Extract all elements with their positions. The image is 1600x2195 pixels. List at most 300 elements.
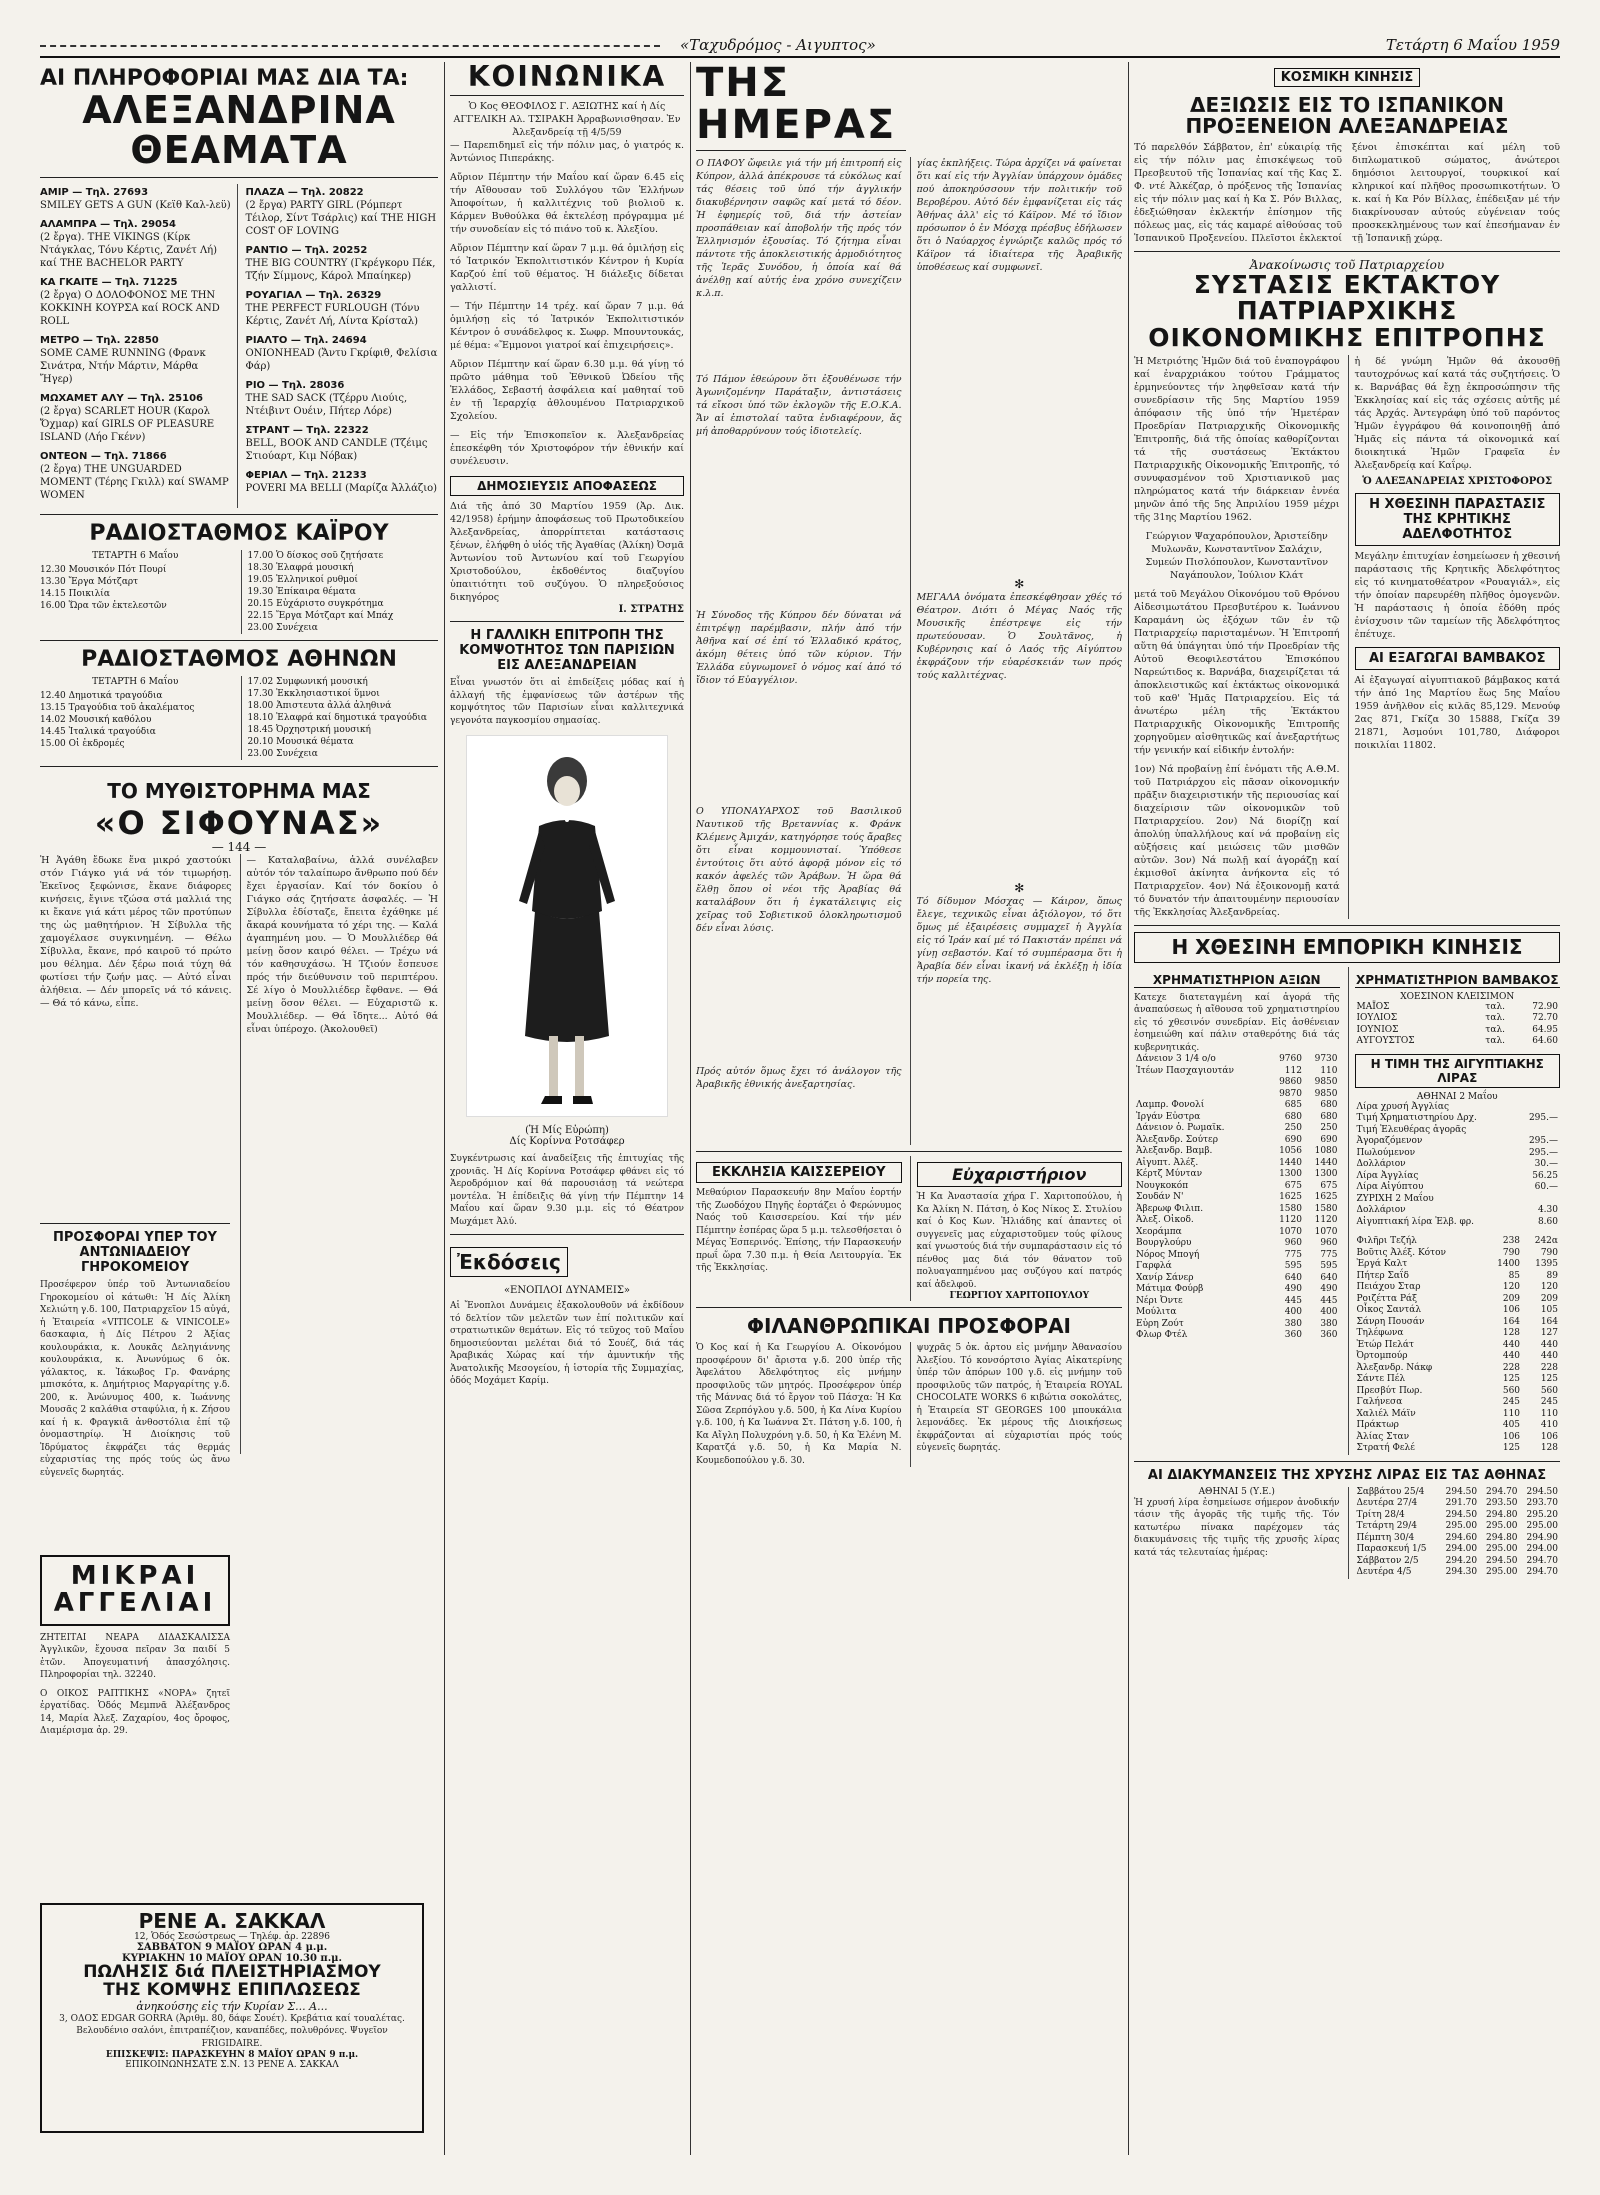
- table-cell: ταλ.: [1485, 1001, 1506, 1012]
- pound-title: Η ΤΙΜΗ ΤΗΣ ΑΙΓΥΠΤΙΑΚΗΣ ΛΙΡΑΣ: [1355, 1054, 1561, 1088]
- table-cell: ταλ.: [1485, 1013, 1506, 1024]
- gold-right: [1348, 1487, 1561, 1579]
- stock-row: [1134, 1307, 1340, 1319]
- table-cell: 294.80: [1486, 1509, 1518, 1520]
- column-divider: [690, 62, 691, 2155]
- table-cell: 9760: [1279, 1054, 1302, 1065]
- table-cell: 245: [1540, 1397, 1558, 1408]
- patriarchate-text: μετά τοῦ Μεγάλου Οἰκονόμου τοῦ Θρόνου Αἰδεσιμωτάτου Πρεσβυτέρου κ. Ἰωάννου Καραμάνη ὡς ἐξόχων τῶν ἐν τῷ Πατριαρχείῳ παρισταμένων. Ἡ Ἐπιτροπή αὕτη θά ὑπάγηται ὑπό τήν Προεδρίαν τῆς Αὐτοῦ Θεοφιλεστάτου Ἐπισκόπου Ναρεώτιδος κ. Βαρνάβα, διαχειρίζεται τά ἀποκλειστικῶς καί ἐκτάκτως οἰκονομικά τοῦ καθ' Ἡμᾶς Πατριαρχείου. Εἰς τά ἀνωτέρω μέλη τῆς Ἐκτάκτου Πατριαρχικῆς Οἰκονομικῆς Ἐπιτροπῆς χορηγοῦμεν αἰσθητικῶς καί ἀνεξαρτήτως τήν γενικήν καί εἰδικήν ἐντολήν:: [1134, 588, 1340, 756]
- stock-row: [1134, 1158, 1340, 1170]
- stock-exchange-title: ΧΡΗΜΑΤΙΣΤΗΡΙΟΝ ΑΞΙΩΝ: [1134, 973, 1340, 988]
- patriarchate-mandates: 1ον) Νά προβαίνῃ ἐπί ἐνόματι τῆς Α.Θ.Μ. τοῦ Πατριάρχου εἰς πᾶσαν οἰκονομικήν πρᾶξιν διαχειριστικήν τῆς περιουσίας καί διαχείρισιν τῶν οἰκονομικῶν τοῦ Πατριαρχείου. 2ον) Νά διορίζῃ καί ἀπολύῃ ὑπαλλήλους καί νά προβαίνῃ εἰς αὐξήσεις καί μειώσεις τῶν μισθῶν αὐτῶν. 3ον) Νά πωλῇ καί ἀγοράζῃ καί ἐκμισθοῖ ἀκίνητα ἀνήκοντα εἰς τό Πατριαρχεῖον. 4ον) Νά ἐξοικονομῇ κατά τό δυνατόν τήν ἀπαιτουμένην περιουσίαν τῆς Ἐκκλησίας Ἀλεξανδρείας.: [1134, 763, 1340, 918]
- table-cell: 120: [1540, 1282, 1558, 1293]
- goods-row: [1355, 1340, 1561, 1352]
- cinema-entry: [246, 244, 439, 283]
- pound-row: [1355, 1148, 1561, 1160]
- radio-slot: 17.02 Συμφωνική μουσική: [247, 676, 368, 687]
- table-cell: Νόρος Μπογή: [1136, 1249, 1200, 1260]
- table-cell: [1517, 1125, 1560, 1137]
- table-cell: 595: [1284, 1261, 1302, 1272]
- table-cell: Πειάχου Σταρ: [1356, 1282, 1421, 1293]
- table-cell: 675: [1320, 1180, 1338, 1191]
- table-cell: Ἀγοραζόμενον: [1356, 1136, 1423, 1147]
- table-cell: 209: [1540, 1293, 1558, 1304]
- market-body: [1134, 967, 1560, 1455]
- table-cell: 1070: [1314, 1226, 1338, 1237]
- cotton-exports-title: ΑΙ ΕΞΑΓΩΓΑΙ ΒΑΜΒΑΚΟΣ: [1355, 647, 1561, 670]
- court-notice-signature: Ι. ΣΤΡΑΤΗΣ: [618, 604, 684, 616]
- charity-offers-body: [696, 1342, 1122, 1467]
- divider: [40, 177, 438, 178]
- table-cell: 1440: [1314, 1157, 1338, 1168]
- table-cell: 690: [1320, 1134, 1338, 1145]
- table-cell: Βουργλούρυ: [1136, 1238, 1192, 1249]
- novel-kicker: ΤΟ ΜΥΘΙΣΤΟΡΗΜΑ ΜΑΣ: [107, 778, 371, 803]
- table-cell: Ἰργάν Εὐστρα: [1136, 1111, 1201, 1122]
- divider: [40, 766, 438, 767]
- table-cell: Πρεσβύτ Πωρ.: [1356, 1385, 1423, 1396]
- stock-exchange-text: Κατεχε διατεταγμένη καί ἀγορά τῆς ἀναπαύσεως ἡ αἴθουσα τοῦ χρηματιστηρίου εἰς τό χθεσινόν συνεδρίαν. Εἰς ἀσθένειαν ἐσημειώθη καί πάλιν σταθερότης διά τάς κυβερνητικάς.: [1134, 992, 1340, 1053]
- radio-day: ΤΕΤΑΡΤΗ 6 Μαΐου: [92, 550, 179, 561]
- table-cell: 128: [1502, 1328, 1521, 1339]
- radio-slot: 23.00 Συνέχεια: [247, 748, 318, 759]
- stock-row: [1134, 1054, 1340, 1066]
- commentary: γίας ἐκπλήξεις. Τώρα ἀρχίζει νά φαίνεται ὅτι καί εἰς τήν Ἀγγλίαν ὑπάρχουν ὁμάδες πού ἀποκηρύσσουν τήν πολιτικήν τοῦ Βεροβέρου. Αὐτό δέν ἐμφανίζεται εἰς τάς Ἀθήνας ἀλλ' εἰς τό Κάϊρον. Μέ τό ἴδιον πρόσωπον ὁ ἐν Μόσχᾳ πρέσβυς ἐδήλωσεν ὅτι ὁ Ναύαρχος ἐγνώριζε καλῶς πρός τό Κάϊρον τά ἰδιαίτερα τῆς Ἀραβικῆς ὑποθέσεως καί συμφωνεῖ.: [916, 158, 1122, 273]
- classified-ad: ΖΗΤΕΙΤΑΙ ΝΕΑΡΑ ΔΙΔΑΣΚΑΛΙΣΣΑ Ἀγγλικῶν, ἔχουσα πεῖραν 3α παιδί 5 ἐτῶν. Ἀπογευματινή ἀπασχόλησις. Πληροφορίαι τηλ. 32240.: [40, 1632, 230, 1681]
- stock-row: [1134, 1181, 1340, 1193]
- stock-row: [1134, 1100, 1340, 1112]
- of-the-day-right: [910, 157, 1123, 1145]
- table-cell: Μάτιμα Φούρβ: [1136, 1284, 1204, 1295]
- table-cell: 294.00: [1445, 1544, 1478, 1555]
- table-cell: Τηλέφωνα: [1356, 1328, 1404, 1339]
- table-cell: 294.50: [1445, 1509, 1478, 1520]
- gold-row: [1355, 1544, 1561, 1556]
- table-cell: 85: [1508, 1270, 1521, 1281]
- table-cell: 295.00: [1445, 1521, 1478, 1532]
- table-cell: 595: [1320, 1261, 1338, 1272]
- goods-row: [1355, 1248, 1561, 1260]
- gold-title: ΑΙ ΔΙΑΚΥΜΑΝΣΕΙΣ ΤΗΣ ΧΡΥΣΗΣ ΛΙΡΑΣ ΕΙΣ ΤΑΣ ΑΘΗΝΑΣ: [1147, 1467, 1547, 1483]
- pound-table: [1355, 1102, 1561, 1229]
- table-cell: 294.70: [1486, 1486, 1518, 1497]
- radio-slot: 13.30 Ἔργα Μότζαρτ: [40, 576, 139, 587]
- table-cell: Εὐρη Ζούτ: [1136, 1318, 1184, 1329]
- cinema-entry: [40, 450, 233, 502]
- stock-row: [1134, 1227, 1340, 1239]
- thanks-signature: ΓΕΩΡΓΙΟΥ ΧΑΡΙΤΟΠΟΥΛΟΥ: [949, 1291, 1090, 1301]
- committee-members: Γεώργιον Ψαχαρόπουλον, Ἀριστείδην Μυλωνᾶν, Κωνσταντῖνον Σαλάχιν, Συμεών Πισλόπουλον, Κωνσταντῖνον Ναγάπουλον, Ἰούλιον Κλάτ: [1145, 530, 1328, 581]
- goods-row: [1355, 1317, 1561, 1329]
- cinema-list-right: [246, 184, 439, 508]
- table-cell: 680: [1320, 1100, 1338, 1111]
- novel-text: — Καταλαβαίνω, ἀλλά συνέλαβεν αὐτόν τόν ταλαίπωρο ἄνθρωπο πού δέν ἔχει ἐργασίαν. Καί τόν δοκίου ὁ Γιάγκο σάς ζητήσατε ἀσφαλές. — Ἡ Σίβυλλα ἐδίσταζε, ἔπειτα ἐχάθηκε μέ ἄκαρά κουνήματα τό χέρι της. — Καλά ἀγαπημένη μου. — Ὁ Μουλλιέδερ θά μείνῃ ὅσον καιρό θέλει. — Τρέχω νά τόν καθησυχάσω. Ἡ Τζιούν ἔσπευσε πρός τήν διεύθυνσιν τοῦ περιπτέρου. Σέ λίγο ὁ Μουλλιέδερ ἔφθανε. — Θά μείνῃ ὅσον θέλει. — Εὐχαριστῶ κ. Μουλλιέδερ. — Θά ἴδητε... Αὐτό θά εἶναι ὑπέροχο. (Ἀκολουθεῖ): [240, 854, 439, 1454]
- auction-contact: ΕΠΙΚΟΙΝΩΝΗΣΑΤΕ Σ.Ν. 13 ΡΕΝΕ Α. ΣΑΚΚΑΛ: [125, 2060, 339, 2071]
- table-cell: Αἰγυπτ. Ἀλέξ.: [1136, 1157, 1199, 1168]
- stock-row: [1134, 1112, 1340, 1124]
- goods-row: [1355, 1420, 1561, 1432]
- table-cell: Τετάρτη 29/4: [1356, 1521, 1417, 1532]
- commentary: Ἡ Σύνοδος τῆς Κύπρου δέν δύναται νά ἐπιτρέψῃ παρέμβασιν, πλήν ἀπό τήν Ἀθῆνα καί σέ ἐπί τό Ἑλλαδικό κράτος, ἀκόμη θέτεις ὑπό τῶν κύριον. Τήν Ἑλλάδα εὐγνωμονεῖ ὁ νόμος καί ἀπό τό ἴδιον τό Εὐαγγέλιον.: [696, 610, 902, 686]
- charity-title: ΑΝΤΩΝΙΑΔΕΙΟΥ ΓΗΡΟΚΟΜΕΙΟΥ: [79, 1245, 191, 1275]
- table-cell: 105: [1540, 1305, 1558, 1316]
- cinema-list-left: [40, 184, 238, 508]
- stock-row: [1134, 1123, 1340, 1135]
- table-cell: Τιμή Χρηματιστηρίου Δρχ.: [1356, 1113, 1477, 1124]
- table-cell: Ροιζέττα Ράξ: [1356, 1293, 1418, 1304]
- radio-slot: 18.30 Ἑλαφρά μουσική: [247, 562, 354, 573]
- table-cell: 250: [1320, 1123, 1338, 1134]
- table-cell: Πωλούμενον: [1356, 1147, 1416, 1158]
- table-cell: Σαββάτου 25/4: [1356, 1486, 1425, 1497]
- of-the-day-body: [696, 157, 1122, 1145]
- pound-row: [1355, 1205, 1561, 1217]
- table-cell: 72.70: [1532, 1013, 1558, 1024]
- table-cell: Δάνειον ὁ. Ρωμαϊκ.: [1136, 1123, 1225, 1134]
- cinema-film: POVERI MA BELLI (Μαρίζα Ἀλλάζιο): [245, 482, 438, 494]
- table-cell: ΙΟΥΛΙΟΣ: [1356, 1013, 1398, 1024]
- table-cell: Σάββατον 2/5: [1356, 1555, 1419, 1566]
- table-cell: Τιμή Ἐλευθέρας ἀγορᾶς: [1356, 1124, 1467, 1135]
- table-cell: 294.70: [1526, 1555, 1558, 1566]
- publications-text: Αἱ Ἔνοπλοι Δυνάμεις ἐξακολουθοῦν νά ἐκδίδουν τό δελτίον τῶν μελετῶν των ἐπί πολιτικῶν καί στρατιωτικῶν θεμάτων. Εἰς τό τεῦχος τοῦ Μαΐου δημοσιεύονται μελέται διά τό Σουέζ, διά τάς Ἀραβικάς Χώρας καί τήν ἀμυντικήν τῆς Ἀνατολικῆς Μεσογείου, ἡ ἱστορία τῆς Συμμαχίας, ὁδός Μοχάμετ Καρίμ.: [450, 1301, 684, 1387]
- stock-row: [1134, 1077, 1340, 1089]
- table-cell: 640: [1284, 1272, 1302, 1283]
- radio-slot: 19.30 Ἐπίκαιρα θέματα: [247, 586, 356, 597]
- divider: [1134, 925, 1560, 926]
- goods-row: [1355, 1328, 1561, 1340]
- gold-row: [1355, 1567, 1561, 1579]
- divider: [1134, 1461, 1560, 1462]
- table-cell: Λίρα χρυσή Ἀγγλίας: [1356, 1101, 1449, 1112]
- auction-date: ΚΥΡΙΑΚΗΝ 10 ΜΑΪΟΥ ΩΡΑΝ 10.30 π.μ.: [122, 1953, 342, 1964]
- gold-table-body: [1355, 1487, 1561, 1579]
- table-cell: 250: [1284, 1123, 1302, 1134]
- table-cell: ταλ.: [1485, 1036, 1506, 1047]
- table-cell: 1440: [1279, 1157, 1302, 1168]
- novel-number: — 144 —: [211, 840, 267, 855]
- table-cell: 294.50: [1486, 1555, 1518, 1566]
- table-cell: 1580: [1314, 1203, 1338, 1214]
- table-cell: 400: [1320, 1307, 1338, 1318]
- church-notice: [696, 1156, 902, 1301]
- cinema-name: ΠΛΑΖΑ — Τηλ. 20822: [245, 186, 364, 198]
- cinema-entry: [40, 392, 233, 444]
- table-cell: Στρατή Φελέ: [1356, 1443, 1415, 1454]
- auction-date: ΣΑΒΒΑΤΟΝ 9 ΜΑΪΟΥ ΩΡΑΝ 4 μ.μ.: [136, 1942, 328, 1953]
- table-cell: 295.00: [1486, 1567, 1518, 1578]
- table-cell: 294.70: [1526, 1567, 1558, 1578]
- table-cell: 9730: [1314, 1054, 1338, 1065]
- table-cell: Φλωρ Φτέλ: [1136, 1330, 1188, 1341]
- gold-row: [1355, 1487, 1561, 1499]
- society-item: Αὔριον Πέμπτην καί ὥραν 7 μ.μ. θά ὁμιλήσῃ εἰς τό Ἰατρικόν Ἐκπολιτιστικόν Κέντρον ἡ Κυρία Καρζού ἐπί τοῦ θέματος. Ἡ διάλεξις δίδεται γαλλιστί.: [450, 243, 684, 294]
- cinema-entry: [40, 186, 233, 212]
- pound-row: [1355, 1182, 1561, 1194]
- table-cell: [1134, 1077, 1268, 1089]
- cinema-name: ΑΛΑΜΠΡΑ — Τηλ. 29054: [40, 218, 176, 230]
- gold-left: [1134, 1487, 1340, 1579]
- fashion-text: Συγκέντρωσις καί ἀναδείξεις τῆς ἐπιτυχίας τῆς χρονιᾶς. Ἡ Δίς Κορίννα Ροτσάφερ φθάνει εἰς τό Ἀεροδρόμιον καί θά παρουσιάσῃ τά νεώτερα μοντέλα. Ἡ ἐπίδειξις θά γίνῃ τήν Πέμπτην 14 Μαΐου καί ὥραν 9.30 μ.μ. εἰς τό Θέατρον Μωχάμετ Ἀλύ.: [450, 1154, 684, 1227]
- table-cell: Σουδάν Ν': [1136, 1192, 1184, 1203]
- table-cell: 9850: [1314, 1088, 1338, 1099]
- stock-row: [1134, 1238, 1340, 1250]
- stock-row: [1134, 1215, 1340, 1227]
- cinema-entry: [40, 276, 233, 328]
- charity-offers-text: Ὁ Κος καί ἡ Κα Γεωργίου Α. Οἰκονόμου προσφέρουν δι' ἄριστα γ.δ. 200 ὑπέρ τῆς Ἀφελάτου Ἀδελφότητος εἰς μνήμην προσφιλοῦς τῶν μητρός. Προσέφερον ὑπέρ τῆς Μάννας διά τό ἔργον τοῦ Πάσχα: Ἡ Κα Σῶσα Ζερπόγλου γ.δ. 500, ἡ Κα Λίνα Κυρίου γ.δ. 100, ἡ Κα Ἰωάννα Στ. Πάτση γ.δ. 100, ἡ Κα Αἴγλη Πολυχρόνη γ.δ. 50, ἡ Κα Ἑλένη Μ. Καρατζά γ.δ. 50, ἡ Κα Μαρία Ν. Κουμεδοπούλου γ.δ. 30.: [696, 1343, 902, 1466]
- table-cell: Πήτερ Σαΐδ: [1356, 1270, 1409, 1281]
- cinema-name: ΡΙΑΛΤΟ — Τηλ. 24694: [245, 334, 367, 346]
- table-cell: Γαρφλά: [1136, 1261, 1172, 1272]
- table-cell: 72.90: [1532, 1001, 1558, 1012]
- goods-row: [1355, 1374, 1561, 1386]
- table-cell: 8.60: [1537, 1216, 1558, 1227]
- table-cell: 360: [1284, 1330, 1302, 1341]
- table-cell: 1120: [1279, 1215, 1302, 1226]
- auction-headline: ΤΗΣ ΚΟΜΨΗΣ ΕΠΙΠΛΩΣΕΩΣ: [103, 1979, 361, 2000]
- cotton-table-body: [1355, 1002, 1561, 1048]
- stock-row: [1134, 1204, 1340, 1216]
- table-cell: ΖΥΡΙΧΗ 2 Μαΐου: [1356, 1193, 1434, 1204]
- table-cell: 400: [1284, 1307, 1302, 1318]
- cinema-film: (2 ἔργα) Ο ΔΟΛΟΦΟΝΟΣ ΜΕ ΤΗΝ ΚΟΚΚΙΝΗ ΚΟΥΡΣΑ καί ROCK AND ROLL: [40, 289, 220, 327]
- table-cell: ΑΥΓΟΥΣΤΟΣ: [1356, 1036, 1415, 1047]
- separator-star-icon: ✻: [1014, 881, 1025, 895]
- table-cell: ΜΑΪΟΣ: [1356, 1001, 1390, 1012]
- stock-row: [1134, 1089, 1340, 1101]
- table-cell: Δευτέρα 27/4: [1356, 1498, 1418, 1509]
- radio-slot: 12.30 Μουσικόν Πότ Πουρί: [40, 564, 167, 575]
- cinema-name: ΡΑΝΤΙΟ — Τηλ. 20252: [245, 244, 368, 256]
- radio-slot: 20.15 Εὐχάριστο συγκρότημα: [247, 598, 384, 609]
- cinema-name: ΦΕΡΙΑΛ — Τηλ. 21233: [245, 469, 367, 481]
- cotton-exports-text: Αἱ ἐξαγωγαί αἰγυπτιακοῦ βάμβακος κατά τήν ἀπό 1ης Μαρτίου ἕως 5ης Μαΐου 1959 ἀνῆλθον εἰς κιλᾶς 85,129. Μενούφ 2ας 871, Γκίζα 30 15888, Γκίζα 39 21871, Ἀσμούνι 101,780, Διάφοροι ποικιλίαι 11802.: [1354, 674, 1560, 751]
- cinema-film: SMILEY GETS A GUN (Κεϊθ Καλ-λεϋ): [40, 199, 231, 211]
- table-cell: Δολλάριον: [1356, 1159, 1406, 1170]
- cinema-film: (2 ἔργα). THE VIKINGS (Κίρκ Ντάγκλας, Τόνυ Κέρτις, Ζανέτ Λή) καί THE BACHELOR PARTY: [40, 231, 218, 269]
- table-cell: 790: [1502, 1247, 1521, 1258]
- goods-row: [1355, 1397, 1561, 1409]
- radio-slot: 14.45 Ἰταλικά τραγούδια: [40, 726, 156, 737]
- charity-offers-title: ΦΙΛΑΝΘΡΩΠΙΚΑΙ ΠΡΟΣΦΟΡΑΙ: [746, 1314, 1071, 1338]
- table-cell: 112: [1284, 1065, 1302, 1076]
- fashion-title: ΕΙΣ ΑΛΕΞΑΝΔΡΕΙΑΝ: [497, 658, 637, 674]
- stock-row: [1134, 1284, 1340, 1296]
- table-cell: 1080: [1314, 1146, 1338, 1157]
- radio-athens-left: [40, 676, 231, 760]
- goods-row: [1355, 1443, 1561, 1455]
- cotton-row: [1355, 1002, 1561, 1014]
- goods-row: [1355, 1386, 1561, 1398]
- cinema-name: ΡΙΟ — Τηλ. 28036: [245, 379, 345, 391]
- stock-row: [1134, 1273, 1340, 1285]
- table-cell: Ἐτώρ Πελάτ: [1356, 1339, 1414, 1350]
- table-cell: 89: [1546, 1270, 1558, 1281]
- cinema-film: THE SAD SACK (Τζέρρυ Λιούις, Ντέιβιντ Ουέιν, Πήτερ Λόρε): [245, 392, 408, 417]
- classified-ad: Ο ΟΙΚΟΣ ΡΑΠΤΙΚΗΣ «ΝΟΡΑ» ζητεῖ ἐργατίδας. Ὁδός Μεμπνᾶ Ἀλέξανδρος 14, Μαρία Ἀλεξ. Ζαχαρίου, 4ος ὄροφος, Διαμέρισμα ἀρ. 29.: [40, 1688, 230, 1737]
- radio-cairo-title: ΡΑΔΙΟΣΤΑΘΜΟΣ ΚΑΪΡΟΥ: [89, 520, 389, 546]
- gold-dateline: ΑΘΗΝΑΙ 5 (Υ.Ε.): [1198, 1486, 1275, 1497]
- cinema-film: ONIONHEAD (Ἄντυ Γκρίφιθ, Φελίσια Φάρ): [245, 347, 438, 372]
- charity-title: ΠΡΟΣΦΟΡΑΙ ΥΠΕΡ ΤΟΥ: [53, 1230, 217, 1245]
- cinema-film: BELL, BOOK AND CANDLE (Τζέιμς Στιούαρτ, Κιμ Νόβακ): [245, 437, 428, 462]
- table-cell: 294.30: [1445, 1567, 1478, 1578]
- society-item: Αὔριον Πέμπτην τήν Μαΐου καί ὥραν 6.45 εἰς τήν Αἴθουσαν τοῦ Συλλόγου τῶν Ἑλλήνων Ἀποφοίτων, ἡ καλλιτέχνις τοῦ βιολιοῦ κ. Κάρμεν Βυθούλκα θά ἐκτελέσῃ πρόγραμμα μέ τήν συνοδείαν εἰς τό πιάνο τοῦ κ. Ἀλεξίου.: [450, 172, 684, 236]
- table-cell: Λίρα Αἰγύπτου: [1356, 1182, 1424, 1193]
- radio-slot: 16.00 Ὥρα τῶν ἐκτελεστῶν: [40, 600, 167, 611]
- society-item: — Παρεπιδημεῖ εἰς τήν πόλιν μας, ὁ γιατρός κ. Ἀντώνιος Πιπεράκης.: [450, 140, 684, 165]
- pound-row: [1355, 1159, 1561, 1171]
- gold-row: [1355, 1498, 1561, 1510]
- radio-slot: 15.00 Οἱ ἐκδρομές: [40, 738, 125, 749]
- table-cell: 1300: [1314, 1169, 1338, 1180]
- auction-ad: [40, 1903, 424, 2133]
- stock-row: [1134, 1250, 1340, 1262]
- gold-table: [1355, 1487, 1561, 1579]
- table-cell: Ἰτέων Πασχαγιουτάν: [1136, 1065, 1234, 1076]
- goods-row: [1355, 1351, 1561, 1363]
- cinema-entry: [246, 334, 439, 373]
- cinema-listings: [40, 184, 438, 508]
- auctioneer-address: 12, Ὁδός Σεσώστρεως — Τηλέφ. ἀρ. 22896: [134, 1932, 330, 1942]
- table-cell: 294.90: [1526, 1532, 1558, 1543]
- table-cell: 128: [1540, 1443, 1558, 1454]
- table-cell: 295.20: [1526, 1509, 1558, 1520]
- table-cell: 291.70: [1445, 1498, 1478, 1509]
- cinema-entry: [246, 186, 439, 238]
- radio-slot: 17.00 Ὁ δίσκος σοῦ ζητήσατε: [247, 550, 384, 561]
- table-cell: Ἀλεξανδρ. Σούτερ: [1136, 1134, 1218, 1145]
- table-cell: 960: [1284, 1238, 1302, 1249]
- table-cell: 490: [1320, 1284, 1338, 1295]
- of-the-day-title: ΤΗΣ ΗΜΕΡΑΣ: [696, 62, 906, 151]
- charity-text: Προσέφερον ὑπέρ τοῦ Ἀντωνιαδείου Γηροκομείου οἱ κάτωθι: Ἡ Δίς Ἀλίκη Χελιώτη γ.δ. 100, Πατριαρχεῖον 15 αὐγά, ἡ Ἑταιρεία «VITICOLE & VINICOLE» 6ασκαφια, ἡ Δίς Πέτρου 2 Ἀξίας κουλουράκια, κ. Λουκᾶς Δεληγιάννης κουλουράκια, κ. Ἀνωνύμως 6 ὀκ. γάλακτος, κ. Ἰάκωβος Γρ. Φανάρης μπισκότα, κ. Δημήτριος Μαργαρίτης γ.δ. 200, κ. Ἀνώνυμος 400, κ. Ἰωάννης Μουσᾶς 2 καλάθια σταφύλια, ἡ κ. Ζήσου καί ἡ κ. Φραγκιᾶ ἀνθοστόλια ἐπί τῷ ὀνομαστηρίῳ. Ἡ Διοίκησις τοῦ Ἱδρύματος ἐκφράζει τάς θερμάς εὐχαριστίας της πρός τούς ὡς ἄνω εὐγενεῖς δωρητάς.: [40, 1280, 230, 1478]
- table-cell: 293.70: [1526, 1498, 1558, 1509]
- divider: [450, 621, 684, 622]
- table-cell: 294.00: [1526, 1544, 1558, 1555]
- table-cell: 110: [1540, 1408, 1558, 1419]
- table-cell: 106: [1540, 1431, 1558, 1442]
- table-cell: 295.—: [1528, 1113, 1558, 1124]
- stock-row: [1134, 1146, 1340, 1158]
- cinema-film: SOME CAME RUNNING (Φρανκ Σινάτρα, Ντήν Μάρτιν, Μάρθα Ἤγερ): [40, 347, 206, 385]
- pound-row: [1355, 1113, 1561, 1125]
- table-cell: 445: [1284, 1295, 1302, 1306]
- table-cell: ΙΟΥΝΙΟΣ: [1356, 1024, 1399, 1035]
- fashion-title: Η ΓΑΛΛΙΚΗ ΕΠΙΤΡΟΠΗ ΤΗΣ: [470, 628, 664, 644]
- table-cell: 295.—: [1528, 1136, 1558, 1147]
- table-cell: 64.60: [1532, 1036, 1558, 1047]
- table-cell: 680: [1284, 1111, 1302, 1122]
- table-cell: Ἀβερωφ Φιλιπ.: [1136, 1203, 1204, 1214]
- table-cell: Πράκτωρ: [1356, 1420, 1399, 1431]
- cinema-name: ΟΝΤΕΟΝ — Τηλ. 71866: [40, 450, 167, 462]
- divider: [1134, 251, 1560, 252]
- stock-row: [1134, 1319, 1340, 1331]
- court-notice-title: ΔΗΜΟΣΙΕΥΣΙΣ ΑΠΟΦΑΣΕΩΣ: [450, 476, 684, 496]
- classifieds-box: [40, 1555, 230, 1626]
- table-cell: 445: [1320, 1295, 1338, 1306]
- table-cell: 127: [1540, 1328, 1558, 1339]
- radio-slot: 13.15 Τραγούδια τοῦ ἀκαλέματος: [40, 702, 195, 713]
- goods-row: [1355, 1294, 1561, 1306]
- cinema-name: ΚΑ ΓΚΑΙΤΕ — Τηλ. 71225: [40, 276, 178, 288]
- table-cell: 9850: [1314, 1077, 1338, 1088]
- table-cell: Ἀλεξανδρ. Βαμβ.: [1136, 1146, 1213, 1157]
- stock-exchange: [1134, 967, 1340, 1455]
- pound-table-body: [1355, 1102, 1561, 1229]
- cotton-row: [1355, 1013, 1561, 1025]
- table-cell: 1625: [1314, 1192, 1338, 1203]
- cinema-entry: [40, 218, 233, 270]
- cotton-exchange-title: ΧΡΗΜΑΤΙΣΤΗΡΙΟΝ ΒΑΜΒΑΚΟΣ: [1355, 972, 1559, 987]
- engagement-notice: Ὁ Κος ΘΕΟΦΙΛΟΣ Γ. ΑΞΙΩΤΗΣ καί ἡ Δίς ΑΓΓΕΛΙΚΗ Αλ. ΤΣΙΡΑΚΗ Ἀρραβωνισθησαν. Ἐν Ἀλεξανδρείᾳ τῇ 4/5/59: [453, 101, 681, 139]
- photo-caption: Δίς Κορίννα Ροτσάφερ: [509, 1136, 625, 1148]
- goods-table-body: [1355, 1236, 1561, 1455]
- masthead: [40, 36, 1560, 58]
- table-cell: 106: [1502, 1305, 1521, 1316]
- table-cell: 242α: [1534, 1236, 1558, 1247]
- table-cell: Χαλιέλ Μάϊν: [1356, 1408, 1416, 1419]
- thanks-title: Εὐχαριστήριον: [917, 1162, 1123, 1187]
- notices-row: [696, 1151, 1122, 1301]
- table-cell: Χανίρ Σάνερ: [1136, 1272, 1194, 1283]
- society-item: Αὔριον Πέμπτην καί ὥραν 6.30 μ.μ. θά γίνῃ τό πρῶτο μάθημα τοῦ Ἐθνικοῦ Ὠδείου τῆς Ἑλλάδος, Σεβαστή ἀσφάλεια καί μαθηταί τοῦ ἐν τῇ Ἱεραρχίᾳ ἀθλουμένου Πατριαρχικοῦ Σχολείου.: [450, 359, 684, 423]
- radio-slot: 17.30 Ἐκκλησιαστικοί ὕμνοι: [247, 688, 380, 699]
- table-cell: Οἶκος Σαντάλ: [1356, 1305, 1422, 1316]
- reception-title: ΔΕΞΙΩΣΙΣ ΕΙΣ ΤΟ ΙΣΠΑΝΙΚΟΝ ΠΡΟΞΕΝΕΙΟΝ ΑΛΕΞΑΝΔΡΕΙΑΣ: [1185, 93, 1509, 138]
- table-cell: Ὀρτομπούρ: [1356, 1351, 1408, 1362]
- cinema-film: (2 ἔργα) PARTY GIRL (Ρόμπερτ Τέιλορ, Σίντ Τσάρλις) καί THE HIGH COST OF LOVING: [245, 199, 437, 237]
- church-text: Μεθαύριον Παρασκευήν 8ην Μαΐου ἑορτήν τῆς Ζωοδόχου Πηγῆς ἑορτάζει ὁ Φερώνυμος Ναός τοῦ Καισσερείου. Καί τήν μέν Πέμπτην ἑσπέρας ὥρα 5 μ.μ. τελεσθήσεται ὁ Μέγας Ἑσπερινός. Ἐπίσης, τήν Παρασκευήν πρωΐ ὥρα 7.30 π.μ. ἡ Θεία Λειτουργία. Ἐκ τῆς Ἐκκλησίας.: [696, 1188, 902, 1273]
- cinema-name: ΜΩΧΑΜΕΤ ΑΛΥ — Τηλ. 25106: [40, 392, 204, 404]
- table-cell: 294.50: [1445, 1486, 1478, 1497]
- masthead-rule: [40, 45, 660, 47]
- society-item: — Τήν Πέμπτην 14 τρέχ. καί ὥραν 7 μ.μ. θά ὁμιλήσῃ εἰς τό Ἰατρικόν Ἐκπολιτιστικόν Κέντρον ὁ συνάδελφος κ. Σωφρ. Μπουντουκάς, μέ θέμα: «Ἔμμονοι γιατροί καί ἐπιχειρήσεις».: [450, 301, 684, 352]
- cinema-entry: [246, 469, 439, 495]
- cinema-entry: [246, 424, 439, 463]
- commentary: Ο ΥΠΟΝΑΥΑΡΧΟΣ τοῦ Βασιλικοῦ Ναυτικοῦ τῆς Βρεταννίας κ. Φράνκ Κλέμενς Ἀμιχάν, κατηγόρησε τούς ἄραβες ὅτι εἶναι κομμουνισταί. Ὑπόθεσε ἐντούτοις ὅτι αὐτό ἀφορᾷ μόνον εἰς τό κακόν ἀφελές τῶν Ἀράβων. Ἡ ὥρα θά ἔλθῃ ὅπου οἱ νέοι τῆς Ἀραβίας θά καταλάβουν ὅτι ἡ ἐγκατάλειψις εἰς χεῖρας τοῦ Σοβιετικοῦ ὁλοκληρωτισμοῦ δέν εἶναι λύσις.: [696, 806, 902, 934]
- table-cell: Ἐργά Καλτ: [1356, 1259, 1408, 1270]
- pound-row: [1355, 1194, 1561, 1206]
- commentary: Τό Πάμον ἐθεώρουν ὅτι ἐξουθένωσε τήν Ἀγωνιζομένην Παράταξιν, ἀντιστάσεις τά εἴκοσι ὑπό τῶν ἐκλογῶν τῆς Ε.Ο.Κ.Α. Ἄν αἱ ἐπιστολαί ταῦτα ἐνδιαφέρουν, ἄς μή ἀποθαρρύνουν τούς ἰδιοτελείς.: [696, 374, 902, 437]
- table-cell: 228: [1540, 1362, 1558, 1373]
- court-notice-text: Διά τῆς ἀπό 30 Μαρτίου 1959 (Ἀρ. Δικ. 42/1958) ἐρήμην ἀποφάσεως τοῦ Πρωτοδικείου Ἀλεξανδρείας, ἀπορρίπτεται κατάστασις ξένων, ἐλήφθη ὁ υἱός τῆς Ἀγαθίας (Ἀλίκη) Ὀσμᾶ Ἀντωνίου τοῦ Ἀντωνίου καί τοῦ Γεωργίου Χριστοδούλου, ἐκδοθέντος διαζυγίου ὑπαιτιότητι τοῦ συζύγου. Ὁ πληρεξούσιος δικηγόρος: [450, 501, 684, 604]
- stock-row: [1134, 1296, 1340, 1308]
- column-news: [1134, 62, 1560, 2162]
- patriarchate-right: [1348, 355, 1561, 919]
- stock-row: [1134, 1261, 1340, 1273]
- gold-row: [1355, 1533, 1561, 1545]
- table-cell: Μούλιτα: [1136, 1307, 1177, 1318]
- table-cell: Δάνειον 3 1/4 ο/ο: [1136, 1054, 1216, 1065]
- table-cell: 560: [1502, 1385, 1521, 1396]
- table-cell: 106: [1502, 1431, 1521, 1442]
- cinema-film: (2 ἔργα) THE UNGUARDED MOMENT (Τέρης Γκιλλ) καί SWAMP WOMEN: [40, 463, 229, 501]
- goods-row: [1355, 1305, 1561, 1317]
- patriarchate-title: ΣΥΣΤΑΣΙΣ ΕΚΤΑΚΤΟΥ ΠΑΤΡΙΑΡΧΙΚΗΣ ΟΙΚΟΝΟΜΙΚΗΣ ΕΠΙΤΡΟΠΗΣ: [1148, 270, 1546, 352]
- paper-name: «Ταχυδρόμος - Αιγυπτος»: [680, 36, 876, 54]
- goods-row: [1355, 1236, 1561, 1248]
- table-cell: 9860: [1279, 1077, 1302, 1088]
- table-cell: 9870: [1279, 1088, 1302, 1099]
- commentary: Πρός αὐτόν ὅμως ἔχει τό ἀνάλογον τῆς Ἀραβικῆς ἐθνικής ἀνεξαρτησίας.: [696, 1066, 902, 1090]
- social-kicker: ΚΟΣΜΙΚΗ ΚΙΝΗΣΙΣ: [1274, 68, 1421, 87]
- novel-text: Ἡ Ἀγάθη ἔδωκε ἕνα μικρό χαστούκι στόν Γιάγκο γιά νά τόν τιμωρήσῃ. Ἐκεῖνος ξεφώνισε, ἔκανε διάφορες κινήσεις, ἔγινε τζώσα στά μαλλιά της κι ἔκανε γιά κάτι μέρος τῶν προτύπων της ὡς μαθητήριον. Ἡ Σίβυλλα τῆς χαμογέλασε συγκινημένη. — Θέλω Σίβυλλα, ἔκανε, πρό καιροῦ τό πρώτο μου θέλημα. Δέν ξέρω ποιά τύχη θά φωτίσει τήν ζωήν μας. — Αὐτό εἶναι ἀλήθεια. — Δέν μπορεῖς νά τό κάνεις. — Θά τό κάνω, εἶπε.: [40, 855, 232, 1010]
- stock-row: [1134, 1192, 1340, 1204]
- table-cell: 640: [1320, 1272, 1338, 1283]
- table-cell: 295.00: [1526, 1521, 1558, 1532]
